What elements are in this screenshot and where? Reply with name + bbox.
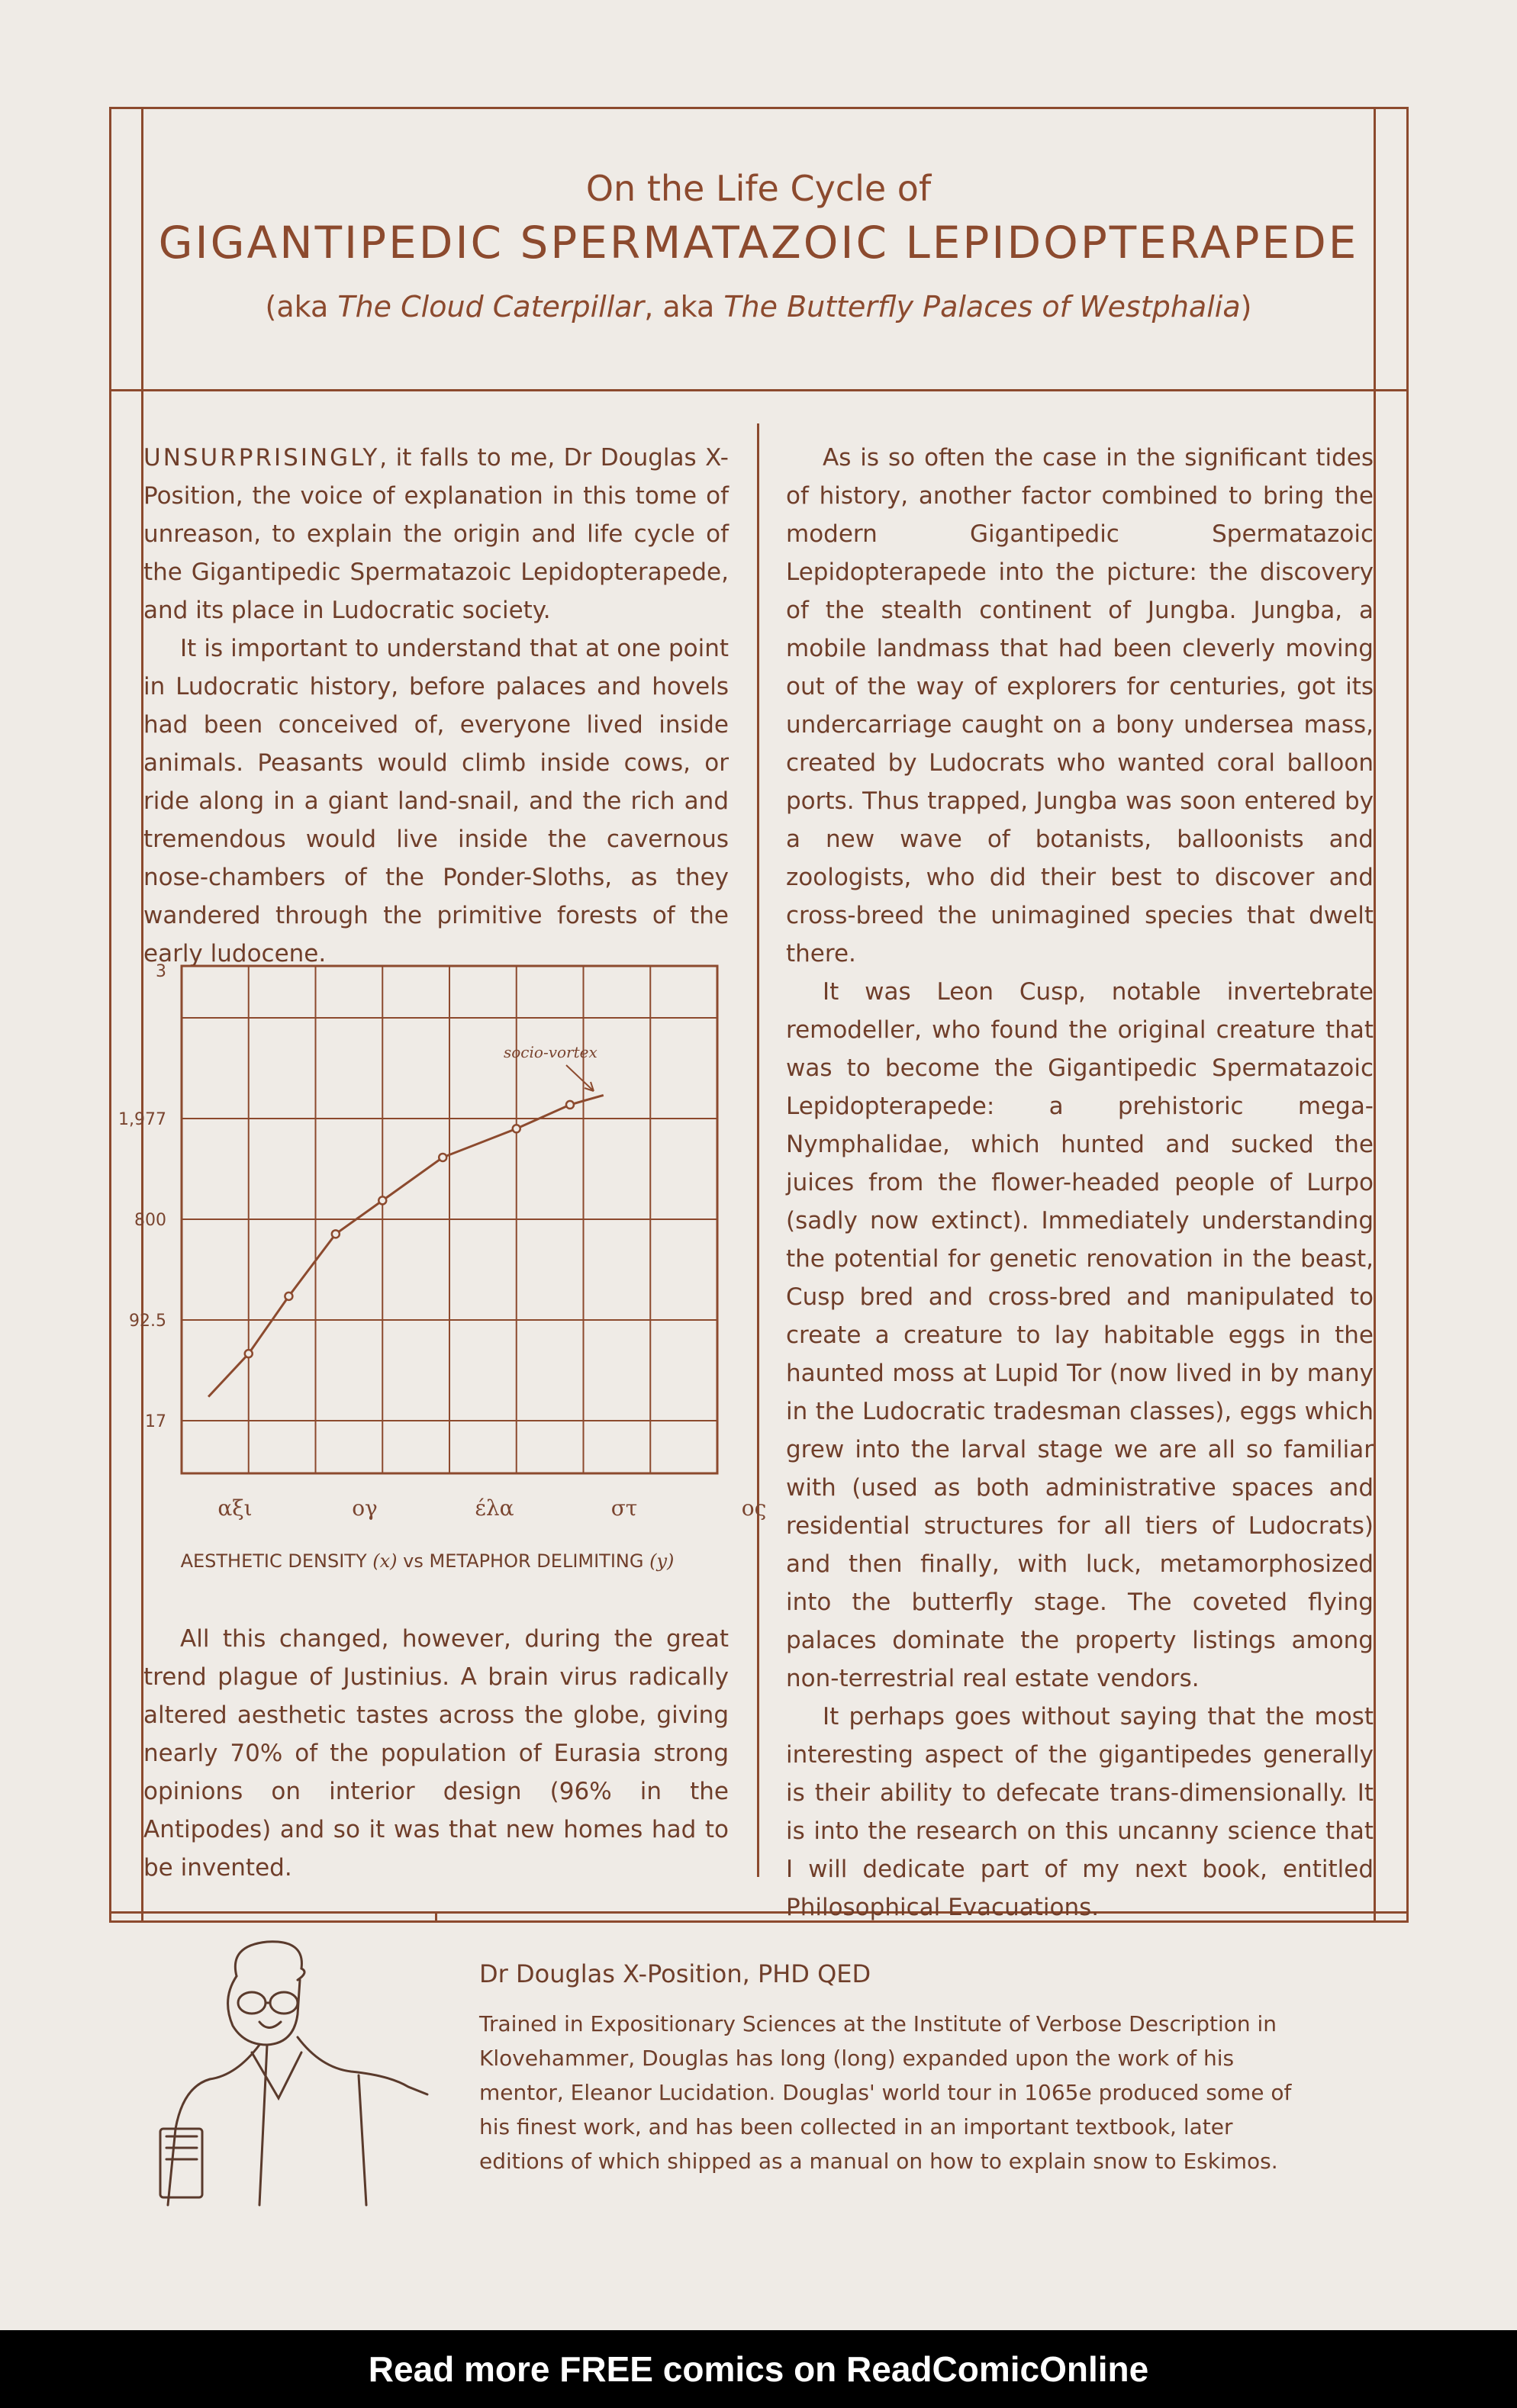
chart-markers [245, 1101, 574, 1357]
caption-x: AESTHETIC DENSITY [180, 1550, 367, 1572]
caption-y: METAPHOR DELIMITING [429, 1550, 644, 1572]
header [143, 168, 1374, 324]
subtitle [143, 290, 1374, 324]
chart-x-tick-label: ογ [352, 1495, 378, 1521]
left-paragraph-1-rest: , it falls to me, Dr Douglas X-Position, the voice of explanation in this tome of unreason, to explain the origin and life cycle of the Gigantipedic Spermatazoic Lepidopterapede, and its place in Ludocratic society. [143, 444, 729, 624]
chart-caption [122, 1550, 733, 1572]
chart-data-point [378, 1196, 386, 1204]
chart-x-ticks [217, 1495, 766, 1521]
subtitle-italic-2: The Butterfly Palaces of Westphalia [723, 290, 1241, 324]
bio-text: Trained in Expositionary Sciences at the Institute of Verbose Description in Klovehammer, Douglas has long (long) expanded upon the work of his mentor, Eleanor Lucidation. Douglas' world tour in 1065e produced some of his finest work, and has been collected in an important textbook, later editions of which shipped as a manual on how to explain snow to Eskimos. [479, 2011, 1292, 2174]
footer-banner[interactable] [0, 2330, 1517, 2408]
bio-name: Dr Douglas X-Position, PHD QED [479, 1959, 871, 1988]
chart-annotation: socio-vortex [504, 1043, 597, 1061]
chart-y-tick-label: 17 [145, 1412, 166, 1431]
column-divider [757, 423, 759, 1877]
caption-vs: vs [397, 1550, 430, 1572]
chart-x-tick-label: στ [610, 1495, 638, 1521]
chart-data-point [513, 1125, 520, 1132]
chart-series-line [208, 1095, 604, 1396]
footer-banner-text[interactable]: Read more FREE comics on ReadComicOnline [368, 2349, 1149, 2389]
chart-x-tick-label: έλα [475, 1495, 514, 1521]
left-column-bottom [143, 1620, 729, 1887]
lead-caps: UNSURPRISINGLY [143, 444, 380, 472]
subtitle-italic-1: The Cloud Caterpillar [337, 290, 645, 324]
title-line-2: GIGANTIPEDIC SPERMATAZOIC LEPIDOPTERAPEDE [158, 217, 1359, 269]
chart-data-point [566, 1101, 574, 1109]
author-portrait [145, 1930, 435, 2220]
subtitle-mid: , aka [644, 290, 724, 324]
chart-grid [182, 966, 717, 1473]
header-divider [109, 389, 1409, 391]
chart-data-point [439, 1154, 446, 1161]
right-column [786, 439, 1374, 1927]
right-paragraph-2: It was Leon Cusp, notable invertebrate remodeller, who found the original creature that was to become the Gigantipedic Spermatazoic Lepidopterapede: a prehistoric mega-Nymphalidae, which hunted and sucked the juices from the flower-headed people of Lurpo (sadly now extinct). Immediately understanding the potential for genetic renovation in the beast, Cusp bred and cross-bred and manipulated to create a creature to lay habitable eggs in the haunted moss at Lupid Tor (now lived in by many in the Ludocratic tradesman classes), eggs which grew into the larval stage we are all so familiar with (used as both administrative spaces and residential structures for all tiers of Ludocrats) and then finally, with luck, metamorphosized into the butterfly stage. The coveted flying palaces dominate the property listings among non-terrestrial real estate vendors. [786, 978, 1374, 1692]
chart-y-ticks [118, 962, 166, 1431]
chart-data-point [332, 1230, 340, 1238]
left-paragraph-1 [143, 439, 729, 629]
caption-y-var: (y) [649, 1550, 675, 1572]
chart-y-tick-label: 1,977 [118, 1110, 166, 1129]
left-paragraph-2: It is important to understand that at one point in Ludocratic history, before palaces and hovels had been conceived of, everyone lived inside animals. Peasants would climb inside cows, or ride along in a giant land-snail, and the rich and tremendous would live inside the cavernous nose-chambers of the Ponder-Sloths, as they wandered through the primitive forests of the early ludocene. [143, 635, 729, 967]
left-paragraph-3: All this changed, however, during the great trend plague of Justinius. A brain virus radically altered aesthetic tastes across the globe, giving nearly 70% of the population of Eurasia strong opinions on interior design (96% in the Antipodes) and so it was that new homes had to be invented. [143, 1625, 729, 1882]
frame-inner-right-rule [1374, 107, 1376, 1923]
right-paragraph-1: As is so often the case in the significant tides of history, another factor combined to bring the modern Gigantipedic Spermatazoic Lepidopterapede into the picture: the discovery of the stealth continent of Jungba. Jungba, a mobile landmass that had been cleverly moving out of the way of explorers for centuries, got its undercarriage caught on a bony undersea mass, created by Ludocrats who wanted coral balloon ports. Thus trapped, Jungba was soon entered by a new wave of botanists, balloonists and zoologists, who did their best to discover and cross-breed the unimagined species that dwelt there. [786, 444, 1374, 967]
chart-y-tick-label: 800 [134, 1211, 166, 1230]
subtitle-suffix: ) [1240, 290, 1252, 324]
left-column-top [143, 439, 729, 973]
chart-x-tick-label: ος [741, 1495, 767, 1521]
chart-x-tick-label: αξι [217, 1495, 253, 1521]
title-line-1: On the Life Cycle of [585, 168, 932, 209]
subtitle-prefix: (aka [265, 290, 338, 324]
bio-image-divider [435, 1911, 437, 1923]
chart-y-tick-label: 92.5 [129, 1312, 166, 1331]
chart-annotation-arrow [566, 1065, 594, 1091]
chart-y-tick-label: 3 [156, 962, 166, 981]
chart-data-point [245, 1350, 253, 1357]
chart-data-point [285, 1293, 292, 1300]
right-paragraph-3: It perhaps goes without saying that the most interesting aspect of the gigantipedes generally is their ability to defecate trans-dimensionally. It is into the research on this uncanny science that I will dedicate part of my next book, entitled Philosophical Evacuations. [786, 1703, 1374, 1921]
chart [118, 954, 767, 1541]
caption-x-var: (x) [372, 1550, 398, 1572]
